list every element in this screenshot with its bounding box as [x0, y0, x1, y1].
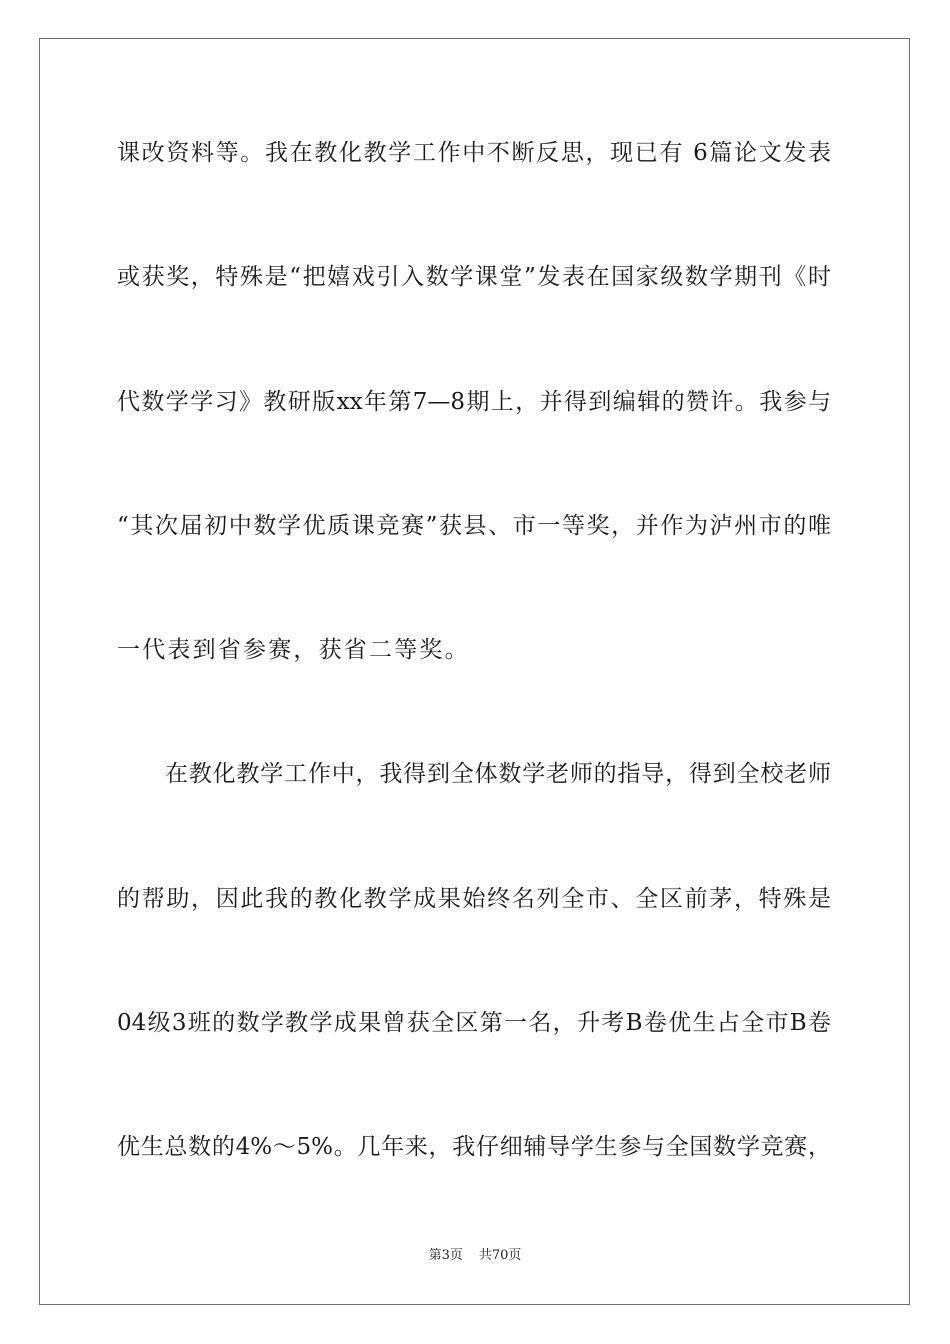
paragraph-line-4: “其次届初中数学优质课竞赛”获县、市一等奖，并作为泸州市的唯: [117, 513, 831, 539]
paragraph-line-3: 代数学学习》教研版xx年第7—8期上，并得到编辑的赞许。我参与: [117, 389, 831, 415]
page-footer: [0, 1247, 950, 1265]
paragraph-line-2: 或获奖，特殊是“把嬉戏引入数学课堂”发表在国家级数学期刊《时: [117, 264, 831, 290]
paragraph-line-8: 04级3班的数学教学成果曾获全区第一名，升考B卷优生占全市B卷: [117, 1010, 831, 1036]
paragraph-line-1: 课改资料等。我在教化教学工作中不断反思，现已有 6篇论文发表: [117, 140, 831, 166]
page-border: [39, 38, 910, 1305]
paragraph-line-7: 的帮助，因此我的教化教学成果始终名列全市、全区前茅，特殊是: [117, 886, 831, 912]
paragraph-line-5: 一代表到省参赛，获省二等奖。: [117, 637, 470, 663]
paragraph-line-9: 优生总数的4%～5%。几年来，我仔细辅导学生参与全国数学竞赛，: [117, 1134, 831, 1160]
page-total: 共70页: [478, 1248, 522, 1263]
paragraph-line-6: 在教化教学工作中，我得到全体数学老师的指导，得到全校老师: [165, 761, 831, 787]
page-number: 第3页: [428, 1248, 463, 1263]
